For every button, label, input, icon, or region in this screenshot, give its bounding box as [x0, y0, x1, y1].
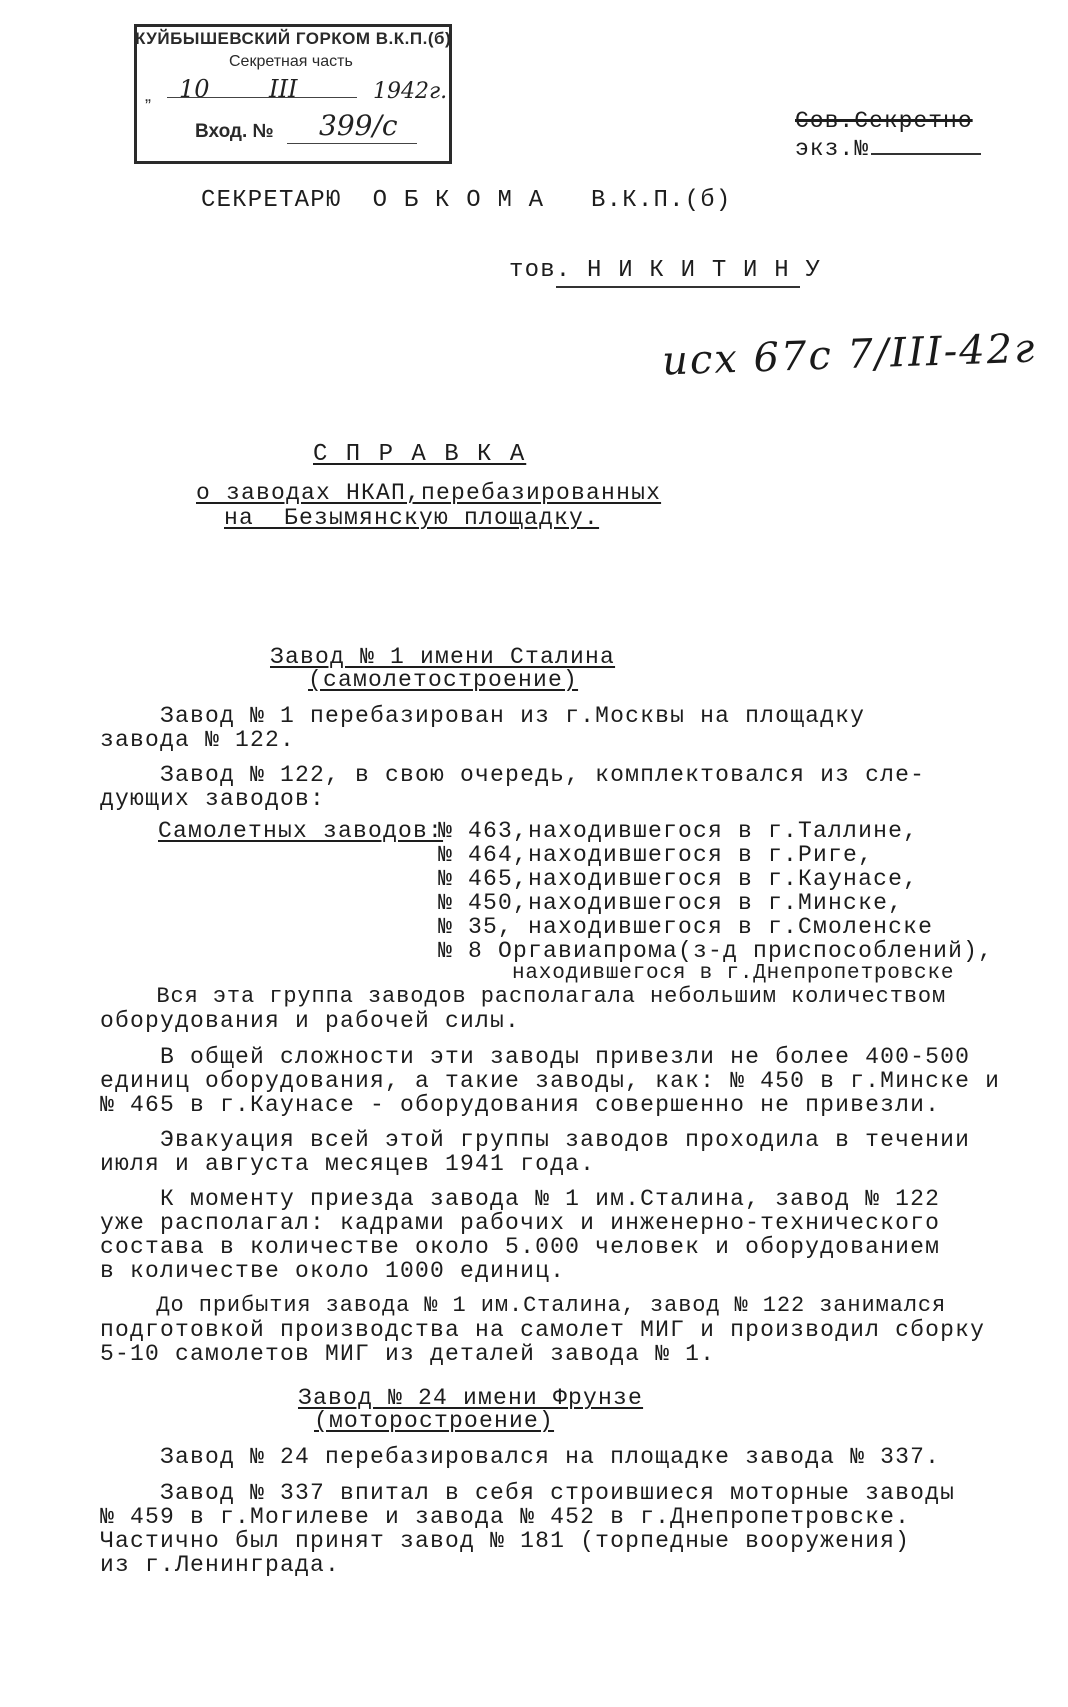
handwritten-outgoing-note: исх 67с 7/III-42г	[661, 325, 1038, 385]
section2-heading: Завод № 24 имени Фрунзе	[298, 1385, 644, 1411]
doc-subtitle-2: на Безымянскую площадку.	[224, 505, 600, 531]
aircraft-plants-label: Самолетных заводов:	[158, 818, 444, 844]
stamp-date-month: III	[269, 75, 298, 103]
s1-p5-line-1: Эвакуация всей этой группы заводов проходила в течении	[100, 1127, 971, 1153]
section1-subheading: (самолетостроение)	[308, 667, 579, 693]
doc-subtitle-1: о заводах НКАП,перебазированных	[196, 480, 662, 506]
doc-title: С П Р А В К А	[313, 441, 527, 468]
s2-p2-line-2: № 459 в г.Могилеве и завода № 452 в г.Днепропетровске.	[100, 1504, 911, 1530]
s1-p7-line-3: 5-10 самолетов МИГ из деталей завода № 1.	[100, 1341, 716, 1367]
s1-p6-line-4: в количестве около 1000 единиц.	[100, 1258, 566, 1284]
s1-p2-line-1: Завод № 122, в свою очередь, комплектовался из сле-	[100, 762, 926, 788]
copy-number	[795, 136, 981, 162]
stamp-date-year: 1942г.	[373, 79, 448, 104]
s2-p2-line-3: Частично был принят завод № 181 (торпедные вооружения)	[100, 1528, 911, 1554]
s1-p5-line-2: июля и августа месяцев 1941 года.	[100, 1151, 596, 1177]
section1-heading: Завод № 1 имени Сталина	[270, 644, 616, 670]
addressee-line-2: тов. Н И К И Т И Н У	[509, 257, 822, 284]
plant-list-item: № 463,находившегося в г.Таллине,	[438, 818, 919, 844]
classification-level: Сов.Секретно	[795, 108, 973, 134]
s1-p6-line-1: К моменту приезда завода № 1 им.Сталина, завод № 122	[100, 1186, 941, 1212]
s1-p7-line-1: До прибытия завода № 1 им.Сталина, завод № 122 занимался	[100, 1293, 947, 1318]
s1-p3-line-2: оборудования и рабочей силы.	[100, 1008, 521, 1034]
plant-list-item: № 35, находившегося в г.Смоленске	[438, 914, 934, 940]
s1-p6-line-2: уже располагал: кадрами рабочих и инженерно-технического	[100, 1210, 941, 1236]
s1-p3-line-1: Вся эта группа заводов располагала небольшим количеством	[100, 984, 947, 1009]
s1-p4-line-2: единиц оборудования, а такие заводы, как: № 450 в г.Минске и	[100, 1068, 1001, 1094]
stamp-date-quote: „	[145, 85, 151, 105]
stamp-dept: Секретная часть	[229, 53, 353, 70]
classification-mark	[795, 108, 981, 162]
stamp-date-day: 10	[179, 75, 210, 103]
s1-p2-line-2: дующих заводов:	[100, 786, 326, 812]
stamp-in-number: 399/с	[319, 109, 398, 142]
stamp-org: КУЙБЫШЕВСКИЙ ГОРКОМ В.К.П.(б)	[135, 29, 452, 48]
plant-list-item: № 464,находившегося в г.Риге,	[438, 842, 874, 868]
s1-p1-line-2: завода № 122.	[100, 727, 296, 753]
s2-p2-line-1: Завод № 337 впитал в себя строившиеся моторные заводы	[100, 1480, 956, 1506]
s1-p4-line-1: В общей сложности эти заводы привезли не более 400-500	[100, 1044, 971, 1070]
plant-list-item: № 465,находившегося в г.Каунасе,	[438, 866, 919, 892]
addressee-line-1: СЕКРЕТАРЮ О Б К О М А В.К.П.(б)	[201, 187, 732, 214]
s2-p1-line-1: Завод № 24 перебазировался на площадке завода № 337.	[100, 1444, 941, 1470]
s1-p7-line-2: подготовкой производства на самолет МИГ и производил сборку	[100, 1317, 986, 1343]
plant-list-item: № 450,находившегося в г.Минске,	[438, 890, 904, 916]
section2-subheading: (моторостроение)	[314, 1408, 555, 1434]
s2-p2-line-4: из г.Ленинграда.	[100, 1552, 341, 1578]
copy-label: экз.№	[795, 136, 870, 162]
s1-p6-line-3: состава в количестве около 5.000 человек и оборудованием	[100, 1234, 941, 1260]
registration-stamp	[134, 24, 452, 164]
plant-list-continuation: находившегося в г.Днепропетровске	[512, 962, 955, 985]
s1-p4-line-3: № 465 в г.Каунасе - оборудования совершенно не привезли.	[100, 1092, 941, 1118]
s1-p1-line-1: Завод № 1 перебазирован из г.Москвы на площадку	[100, 703, 866, 729]
plant-list-item: № 8 Оргавиапрома(з-д приспособлений),	[438, 938, 994, 964]
stamp-in-label: Вход. №	[195, 121, 274, 142]
